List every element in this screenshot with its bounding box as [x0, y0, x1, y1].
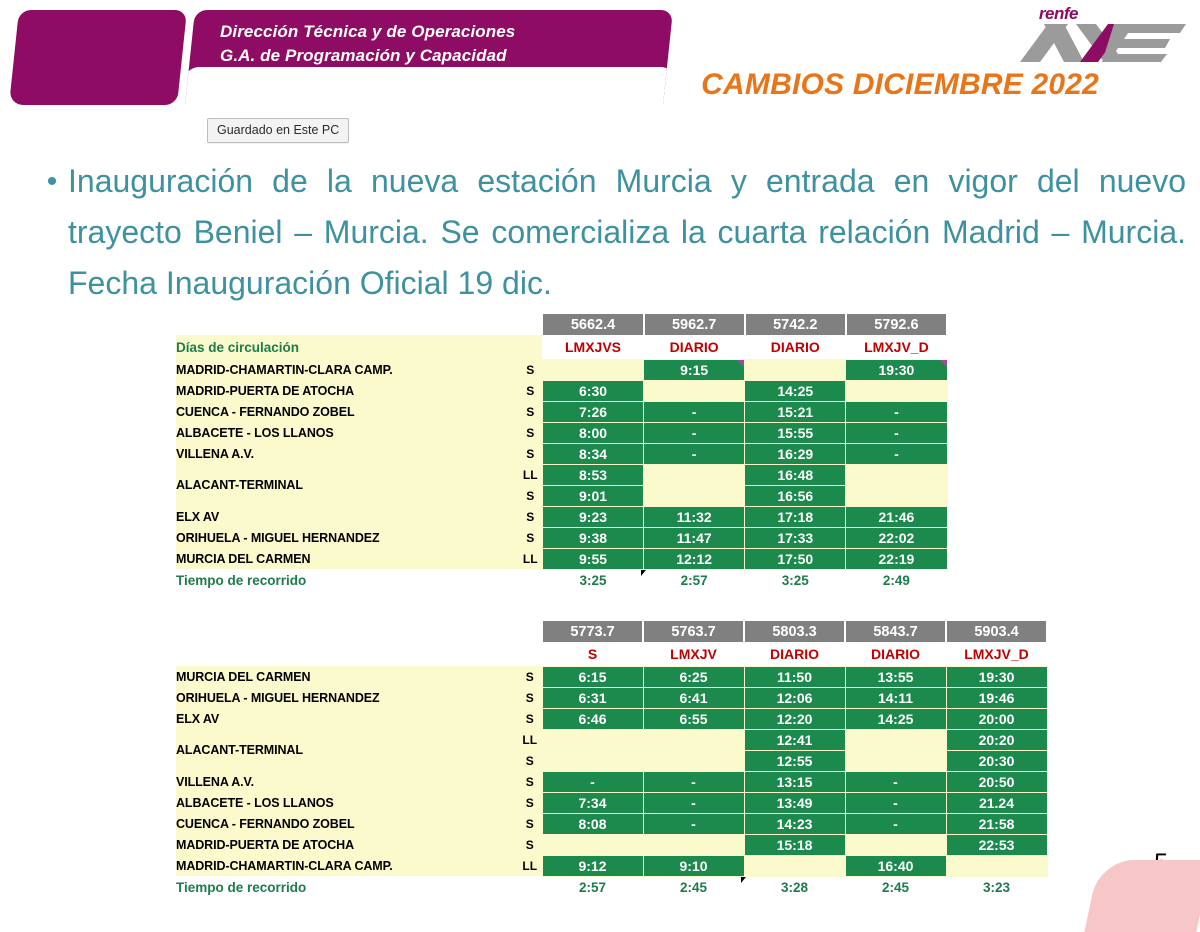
departure-time-cell: 9:55	[542, 548, 643, 569]
departure-time-cell: 12:20	[744, 708, 845, 729]
days-code-cell: S	[542, 642, 643, 666]
departure-time-cell	[644, 380, 745, 401]
departure-time-cell: -	[644, 443, 745, 464]
stop-type-cell: S	[518, 527, 542, 548]
station-name-cell: VILLENA A.V.	[176, 443, 518, 464]
departure-time-cell: 19:46	[946, 687, 1047, 708]
departure-time-cell: -	[643, 813, 744, 834]
table-row	[176, 729, 1047, 750]
train-number-header-row	[176, 314, 947, 335]
departure-time-cell: 9:23	[542, 506, 643, 527]
station-name-cell: CUENCA - FERNANDO ZOBEL	[176, 401, 518, 422]
departure-time-cell: 19:30	[846, 359, 947, 380]
departure-time-cell: 12:55	[744, 750, 845, 771]
departure-time-cell: 9:12	[542, 855, 643, 876]
tiempo-recorrido-label: Tiempo de recorrido	[176, 569, 542, 591]
stop-type-cell: S	[518, 813, 542, 834]
bullet-text: Inauguración de la nueva estación Murcia y entrada en vigor del nuevo trayecto Beniel – Murcia. Se comercializa la cuarta relación Madrid – Murcia. Fecha Inauguración Oficial 19 dic.	[68, 163, 1186, 301]
saved-status-badge: Guardado en Este PC	[207, 118, 349, 143]
organization-line-2: G.A. de Programación y Capacidad	[220, 46, 507, 65]
departure-time-cell	[643, 729, 744, 750]
train-number-cell: 5843.7	[845, 621, 946, 642]
stop-type-cell: LL	[518, 729, 542, 750]
departure-time-cell	[845, 750, 946, 771]
station-name-cell: ALBACETE - LOS LLANOS	[176, 792, 518, 813]
departure-time-cell: 21:46	[846, 506, 947, 527]
departure-time-cell: 8:08	[542, 813, 643, 834]
departure-time-cell: 14:25	[745, 380, 846, 401]
journey-time-cell: 2:45	[845, 876, 946, 898]
departure-time-cell: 6:25	[643, 666, 744, 687]
stop-type-cell: S	[518, 750, 542, 771]
departure-time-cell: 20:20	[946, 729, 1047, 750]
stop-type-cell: S	[518, 443, 542, 464]
timetable-murcia-madrid	[176, 621, 1048, 898]
stop-type-cell: S	[518, 422, 542, 443]
table-row	[176, 548, 947, 569]
table-row	[176, 443, 947, 464]
departure-time-cell: 6:30	[542, 380, 643, 401]
days-row-spacer	[176, 642, 542, 666]
departure-time-cell: 11:47	[644, 527, 745, 548]
departure-time-cell	[946, 855, 1047, 876]
table-row	[176, 380, 947, 401]
table-row	[176, 401, 947, 422]
days-of-circulation-row	[176, 642, 1047, 666]
journey-time-cell: 3:25	[745, 569, 846, 591]
train-number-cell: 5742.2	[745, 314, 846, 335]
departure-time-cell: 15:55	[745, 422, 846, 443]
stop-type-cell: S	[518, 687, 542, 708]
departure-time-cell	[644, 485, 745, 506]
departure-time-cell: 6:31	[542, 687, 643, 708]
departure-time-cell	[744, 855, 845, 876]
table-row	[176, 792, 1047, 813]
table-row	[176, 813, 1047, 834]
train-number-cell: 5763.7	[643, 621, 744, 642]
stop-type-cell: S	[518, 834, 542, 855]
station-name-cell: MADRID-PUERTA DE ATOCHA	[176, 834, 518, 855]
departure-time-cell: 13:15	[744, 771, 845, 792]
table-row	[176, 687, 1047, 708]
station-name-cell: ELX AV	[176, 708, 518, 729]
table-row	[176, 834, 1047, 855]
departure-time-cell: -	[644, 401, 745, 422]
departure-time-cell: -	[643, 771, 744, 792]
departure-time-cell: 12:12	[644, 548, 745, 569]
organization-line-1: Dirección Técnica y de Operaciones	[220, 22, 516, 41]
journey-time-row	[176, 569, 947, 591]
days-code-cell: LMXJVS	[542, 335, 643, 359]
bullet-paragraph	[36, 156, 1186, 309]
table-row	[176, 708, 1047, 729]
departure-time-cell: -	[846, 422, 947, 443]
days-code-cell: DIARIO	[644, 335, 745, 359]
stop-type-cell: S	[518, 666, 542, 687]
departure-time-cell: 9:10	[643, 855, 744, 876]
departure-time-cell	[745, 359, 846, 380]
journey-time-cell: 3:25	[542, 569, 643, 591]
station-name-cell: MADRID-CHAMARTIN-CLARA CAMP.	[176, 855, 518, 876]
departure-time-cell: 14:25	[845, 708, 946, 729]
departure-time-cell	[643, 834, 744, 855]
stop-type-cell: S	[518, 792, 542, 813]
tiempo-recorrido-label: Tiempo de recorrido	[176, 876, 542, 898]
departure-time-cell: 6:15	[542, 666, 643, 687]
train-number-cell: 5962.7	[644, 314, 745, 335]
journey-time-cell: 2:49	[846, 569, 947, 591]
departure-time-cell: 21:58	[946, 813, 1047, 834]
station-name-cell: ORIHUELA - MIGUEL HERNANDEZ	[176, 687, 518, 708]
departure-time-cell: -	[644, 422, 745, 443]
stop-type-cell: S	[518, 380, 542, 401]
departure-time-cell: 14:11	[845, 687, 946, 708]
departure-time-cell: 16:40	[845, 855, 946, 876]
departure-time-cell: 14:23	[744, 813, 845, 834]
departure-time-cell: 17:50	[745, 548, 846, 569]
train-number-header-row	[176, 621, 1047, 642]
departure-time-cell: 15:18	[744, 834, 845, 855]
departure-time-cell: 12:06	[744, 687, 845, 708]
station-name-cell: ELX AV	[176, 506, 518, 527]
departure-time-cell	[845, 834, 946, 855]
table-row	[176, 771, 1047, 792]
departure-time-cell: 13:55	[845, 666, 946, 687]
journey-time-cell: 3:23	[946, 876, 1047, 898]
departure-time-cell: 21.24	[946, 792, 1047, 813]
departure-time-cell: -	[846, 443, 947, 464]
departure-time-cell: -	[643, 792, 744, 813]
days-code-cell: DIARIO	[744, 642, 845, 666]
journey-time-cell: 2:57	[542, 876, 643, 898]
ave-logo-icon	[1010, 20, 1200, 64]
departure-time-cell: -	[542, 771, 643, 792]
days-code-cell: LMXJV	[643, 642, 744, 666]
departure-time-cell: 20:50	[946, 771, 1047, 792]
decorative-blob	[1084, 860, 1200, 932]
departure-time-cell: 22:02	[846, 527, 947, 548]
stop-type-cell: LL	[518, 464, 542, 485]
days-code-cell: LMXJV_D	[946, 642, 1047, 666]
departure-time-cell	[643, 750, 744, 771]
departure-time-cell: 19:30	[946, 666, 1047, 687]
station-name-cell: ALACANT-TERMINAL	[176, 729, 518, 771]
departure-time-cell	[542, 729, 643, 750]
journey-time-row	[176, 876, 1047, 898]
journey-time-cell: 3:28	[744, 876, 845, 898]
train-number-cell: 5803.3	[744, 621, 845, 642]
departure-time-cell	[644, 464, 745, 485]
table-row	[176, 527, 947, 548]
departure-time-cell: 8:34	[542, 443, 643, 464]
station-name-cell: MURCIA DEL CARMEN	[176, 666, 518, 687]
days-code-cell: DIARIO	[845, 642, 946, 666]
table-row	[176, 464, 947, 485]
departure-time-cell: 16:56	[745, 485, 846, 506]
table-row	[176, 422, 947, 443]
train-number-cell: 5792.6	[846, 314, 947, 335]
train-number-cell: 5662.4	[542, 314, 643, 335]
dias-circulacion-label: Días de circulación	[176, 335, 542, 359]
station-name-cell: ALBACETE - LOS LLANOS	[176, 422, 518, 443]
departure-time-cell: 16:48	[745, 464, 846, 485]
departure-time-cell	[846, 380, 947, 401]
table-row	[176, 506, 947, 527]
days-code-cell: LMXJV_D	[846, 335, 947, 359]
station-name-cell: MADRID-PUERTA DE ATOCHA	[176, 380, 518, 401]
timetable-madrid-murcia	[176, 314, 948, 591]
departure-time-cell: 9:38	[542, 527, 643, 548]
departure-time-cell: 9:15	[644, 359, 745, 380]
stop-type-cell: S	[518, 401, 542, 422]
departure-time-cell: -	[845, 792, 946, 813]
departure-time-cell	[846, 485, 947, 506]
stop-type-cell: S	[518, 359, 542, 380]
departure-time-cell: -	[845, 813, 946, 834]
departure-time-cell: 20:00	[946, 708, 1047, 729]
departure-time-cell: 22:19	[846, 548, 947, 569]
departure-time-cell: 7:26	[542, 401, 643, 422]
stop-type-cell: S	[518, 771, 542, 792]
train-number-cell: 5773.7	[542, 621, 643, 642]
departure-time-cell: 6:55	[643, 708, 744, 729]
departure-time-cell: 12:41	[744, 729, 845, 750]
departure-time-cell: 7:34	[542, 792, 643, 813]
departure-time-cell	[542, 359, 643, 380]
station-name-cell: MURCIA DEL CARMEN	[176, 548, 518, 569]
stop-type-cell: LL	[518, 548, 542, 569]
departure-time-cell: 22:53	[946, 834, 1047, 855]
header-spacer	[176, 314, 542, 335]
table-row	[176, 666, 1047, 687]
slide-title: CAMBIOS DICIEMBRE 2022	[701, 68, 1099, 101]
departure-time-cell: 6:41	[643, 687, 744, 708]
departure-time-cell: 13:49	[744, 792, 845, 813]
station-name-cell: ALACANT-TERMINAL	[176, 464, 518, 506]
station-name-cell: CUENCA - FERNANDO ZOBEL	[176, 813, 518, 834]
departure-time-cell: -	[845, 771, 946, 792]
table-row	[176, 359, 947, 380]
departure-time-cell	[846, 464, 947, 485]
departure-time-cell: 8:00	[542, 422, 643, 443]
days-of-circulation-row	[176, 335, 947, 359]
departure-time-cell: 11:50	[744, 666, 845, 687]
departure-time-cell: 17:33	[745, 527, 846, 548]
departure-time-cell	[845, 729, 946, 750]
station-name-cell: MADRID-CHAMARTIN-CLARA CAMP.	[176, 359, 518, 380]
days-code-cell: DIARIO	[745, 335, 846, 359]
departure-time-cell: 16:29	[745, 443, 846, 464]
table-row	[176, 855, 1047, 876]
renfe-wordmark: renfe	[1038, 4, 1078, 23]
journey-time-cell: 2:45	[643, 876, 744, 898]
header-spacer	[176, 621, 542, 642]
departure-time-cell: 20:30	[946, 750, 1047, 771]
station-name-cell: ORIHUELA - MIGUEL HERNANDEZ	[176, 527, 518, 548]
stop-type-cell: S	[518, 485, 542, 506]
station-name-cell: VILLENA A.V.	[176, 771, 518, 792]
departure-time-cell	[542, 834, 643, 855]
organization-name	[220, 20, 515, 68]
journey-time-cell: 2:57	[644, 569, 745, 591]
train-number-cell: 5903.4	[946, 621, 1047, 642]
departure-time-cell: 8:53	[542, 464, 643, 485]
departure-time-cell: -	[846, 401, 947, 422]
stop-type-cell: LL	[518, 855, 542, 876]
departure-time-cell: 11:32	[644, 506, 745, 527]
departure-time-cell: 15:21	[745, 401, 846, 422]
bullet-marker-icon: •	[46, 165, 58, 198]
departure-time-cell: 9:01	[542, 485, 643, 506]
departure-time-cell	[542, 750, 643, 771]
stop-type-cell: S	[518, 506, 542, 527]
departure-time-cell: 6:46	[542, 708, 643, 729]
stop-type-cell: S	[518, 708, 542, 729]
departure-time-cell: 17:18	[745, 506, 846, 527]
renfe-ave-logo	[1000, 2, 1200, 64]
